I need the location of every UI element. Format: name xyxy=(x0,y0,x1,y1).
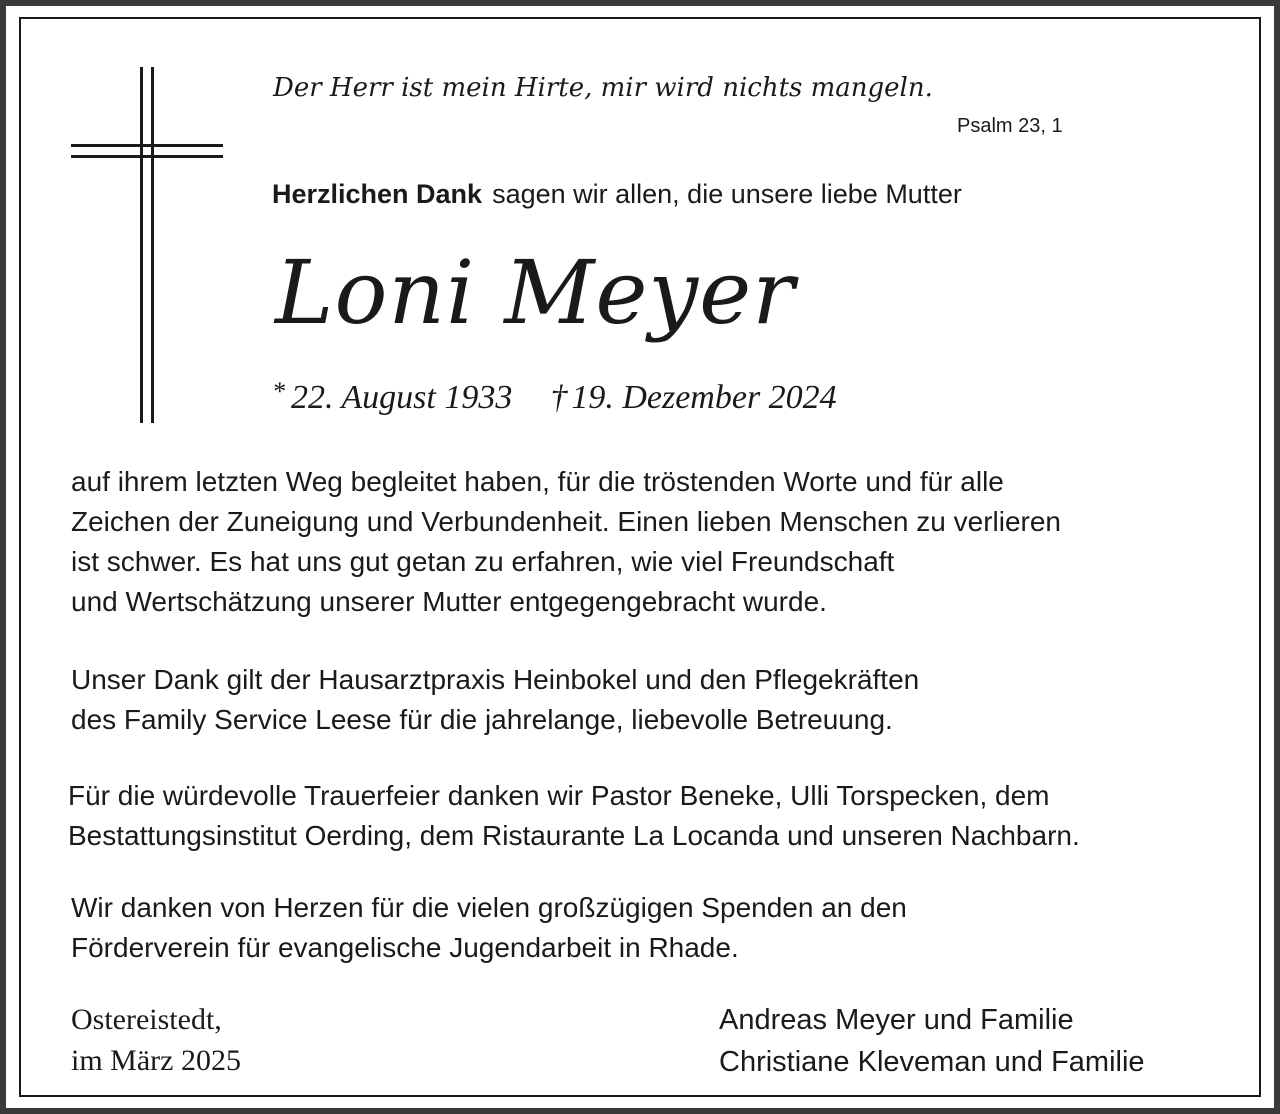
death-cross-icon: † xyxy=(550,379,568,416)
paragraph-line: Zeichen der Zuneigung und Verbundenheit. Einen lieben Menschen zu verlieren xyxy=(71,506,1062,537)
death-date: 19. Dezember 2024 xyxy=(571,379,837,416)
paragraph-thanks xyxy=(71,462,1061,622)
obituary-frame xyxy=(19,17,1261,1097)
thanks-lead-bold: Herzlichen Dank xyxy=(272,179,483,209)
paragraph-line: Bestattungsinstitut Oerding, dem Ristaurante La Locanda und unseren Nachbarn. xyxy=(68,820,1080,851)
deceased-name: Loni Meyer xyxy=(275,241,796,344)
date: im März 2025 xyxy=(71,1044,241,1077)
paragraph-donations xyxy=(71,888,907,968)
bible-verse: Der Herr ist mein Hirte, mir wird nichts mangeln. xyxy=(273,73,933,103)
paragraph-line: und Wertschätzung unserer Mutter entgegengebracht wurde. xyxy=(71,586,827,617)
verse-reference: Psalm 23, 1 xyxy=(957,115,1063,137)
paragraph-care xyxy=(71,660,919,740)
obituary-page xyxy=(6,6,1274,1108)
paragraph-line: Förderverein für evangelische Jugendarbeit in Rhade. xyxy=(71,932,739,963)
birth-date: 22. August 1933 xyxy=(291,379,513,416)
paragraph-line: Für die würdevolle Trauerfeier danken wir Pastor Beneke, Ulli Torspecken, dem xyxy=(68,780,1050,811)
paragraph-line: ist schwer. Es hat uns gut getan zu erfahren, wie viel Freundschaft xyxy=(71,546,895,577)
paragraph-line: auf ihrem letzten Weg begleitet haben, für die tröstenden Worte und für alle xyxy=(71,466,1004,497)
thanks-lead-rest: sagen wir allen, die unsere liebe Mutter xyxy=(492,179,962,209)
paragraph-line: des Family Service Leese für die jahrelange, liebevolle Betreuung. xyxy=(71,704,893,735)
cross-icon xyxy=(71,67,223,425)
thanks-lead xyxy=(272,179,962,210)
signers xyxy=(719,999,1145,1083)
signer: Andreas Meyer und Familie xyxy=(719,1004,1074,1036)
signer: Christiane Kleveman und Familie xyxy=(719,1046,1145,1078)
birth-star-icon: * xyxy=(272,377,285,406)
place: Ostereistedt, xyxy=(71,1003,222,1036)
paragraph-line: Wir danken von Herzen für die vielen großzügigen Spenden an den xyxy=(71,892,907,923)
paragraph-funeral xyxy=(68,776,1080,856)
paragraph-line: Unser Dank gilt der Hausarztpraxis Heinbokel und den Pflegekräften xyxy=(71,664,920,695)
life-dates xyxy=(272,377,837,417)
place-and-date xyxy=(71,999,241,1081)
